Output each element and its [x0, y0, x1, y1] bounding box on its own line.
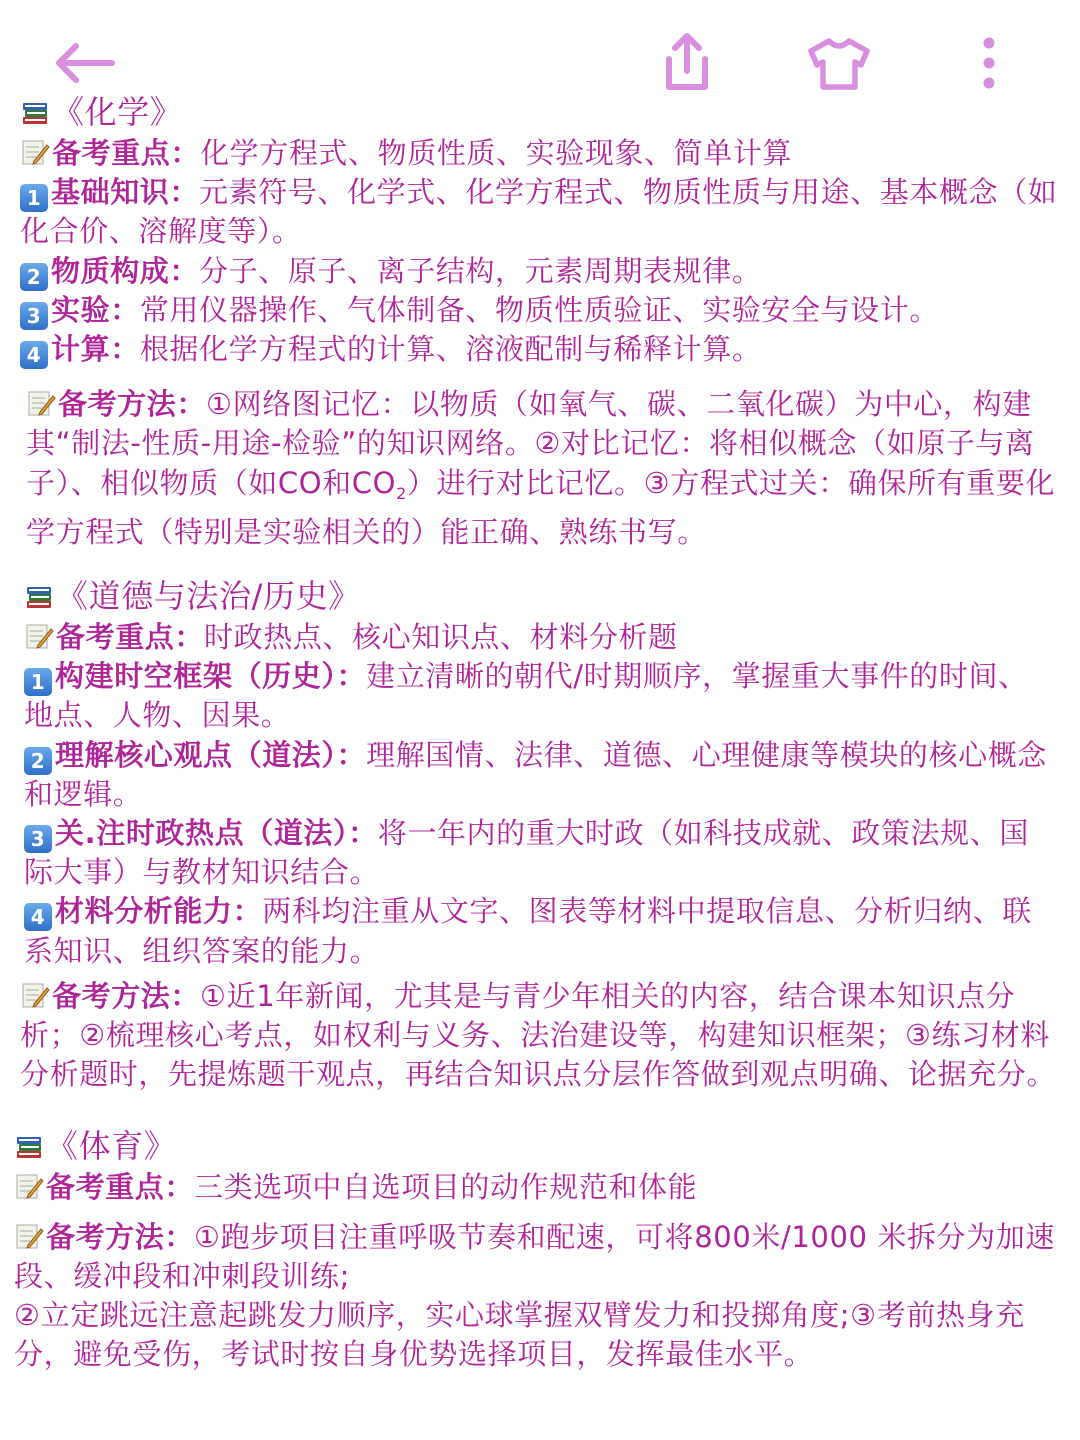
shirt-icon[interactable]: [804, 28, 874, 98]
arrow-left-icon[interactable]: [50, 28, 120, 98]
books-icon: [14, 1128, 44, 1158]
number-badge: 2: [24, 747, 52, 775]
list-item: 4 材料分析能力：两科均注重从文字、图表等材料中提取信息、分析归纳、联系知识、组织答案的能力。: [24, 894, 1032, 968]
number-badge: 4: [20, 341, 48, 369]
memo-icon: [14, 1171, 44, 1201]
number-badge: 3: [24, 825, 52, 853]
key-points: 备考重点：三类选项中自选项目的动作规范和体能: [14, 1168, 1064, 1207]
section-title: 《道德与法治/历史》: [24, 574, 1054, 618]
section-title: 《化学》: [20, 90, 1060, 134]
list-item: 1 基础知识：元素符号、化学式、化学方程式、物质性质与用途、基本概念（如化合价、溶解度等）。: [20, 175, 1058, 249]
number-badge: 1: [20, 184, 48, 212]
memo-icon: [14, 1221, 44, 1251]
books-icon: [24, 578, 54, 608]
section-chemistry: [0, 90, 1060, 552]
memo-icon: [20, 137, 50, 167]
key-points: 备考重点：时政热点、核心知识点、材料分析题: [24, 618, 1054, 657]
list-item: 2 理解核心观点（道法）：理解国情、法律、道德、心理健康等模块的核心概念和逻辑。: [24, 737, 1047, 811]
section-ethics-history-method: [0, 977, 1060, 1095]
key-points: 备考重点：化学方程式、物质性质、实验现象、简单计算: [20, 134, 1060, 173]
section-pe: [0, 1124, 1064, 1374]
top-toolbar: [0, 0, 1080, 100]
section-ethics-history: [0, 574, 1054, 971]
memo-icon: [20, 980, 50, 1010]
section-title: 《体育》: [14, 1124, 1064, 1168]
number-badge: 3: [20, 302, 48, 330]
books-icon: [20, 94, 50, 124]
memo-icon: [26, 388, 56, 418]
study-method: 备考方法：①网络图记忆：以物质（如氧气、碳、二氧化碳）为中心，构建其“制法-性质-用途-检验”的知识网络。②对比记忆：将相似概念（如原子与离子）、相似物质（如CO和$CO_2$）进行对比记忆。③方程式过关：确保所有重要化学方程式（特别是实验相关的）能正确、熟练书写。: [26, 387, 1056, 549]
study-method: 备考方法：①近1年新闻，尤其是与青少年相关的内容，结合课本知识点分析；②梳理核心考点，如权利与义务、法治建设等，构建知识框架；③练习材料分析题时，先提炼题干观点，再结合知识点分层作答做到观点明确、论据充分。: [20, 978, 1057, 1092]
list-item: 2 物质构成：分子、原子、离子结构，元素周期表规律。: [20, 252, 1060, 291]
more-vertical-icon[interactable]: [954, 28, 1024, 98]
memo-icon: [24, 621, 54, 651]
article-content: [0, 90, 1080, 1374]
share-icon[interactable]: [652, 28, 722, 98]
list-item: 4 计算：根据化学方程式的计算、溶液配制与稀释计算。: [20, 330, 1060, 369]
list-item: 3 实验：常用仪器操作、气体制备、物质性质验证、实验安全与设计。: [20, 291, 1060, 330]
number-badge: 2: [20, 263, 48, 291]
study-method: 备考方法：①跑步项目注重呼吸节奏和配速，可将800米/1000 米拆分为加速段、缓冲段和冲刺段训练;: [14, 1219, 1055, 1293]
list-item: 3 关.注时政热点（道法）：将一年内的重大时政（如科技成就、政策法规、国际大事）与教材知识结合。: [24, 816, 1029, 890]
number-badge: 1: [24, 668, 52, 696]
study-method-continued: ②立定跳远注意起跳发力顺序，实心球掌握双臂发力和投掷角度;③考前热身充分，避免受伤，考试时按自身优势选择项目，发挥最佳水平。: [14, 1298, 1025, 1372]
number-badge: 4: [24, 903, 52, 931]
list-item: 1 构建时空框架（历史）：建立清晰的朝代/时期顺序，掌握重大事件的时间、地点、人物、因果。: [24, 659, 1028, 733]
